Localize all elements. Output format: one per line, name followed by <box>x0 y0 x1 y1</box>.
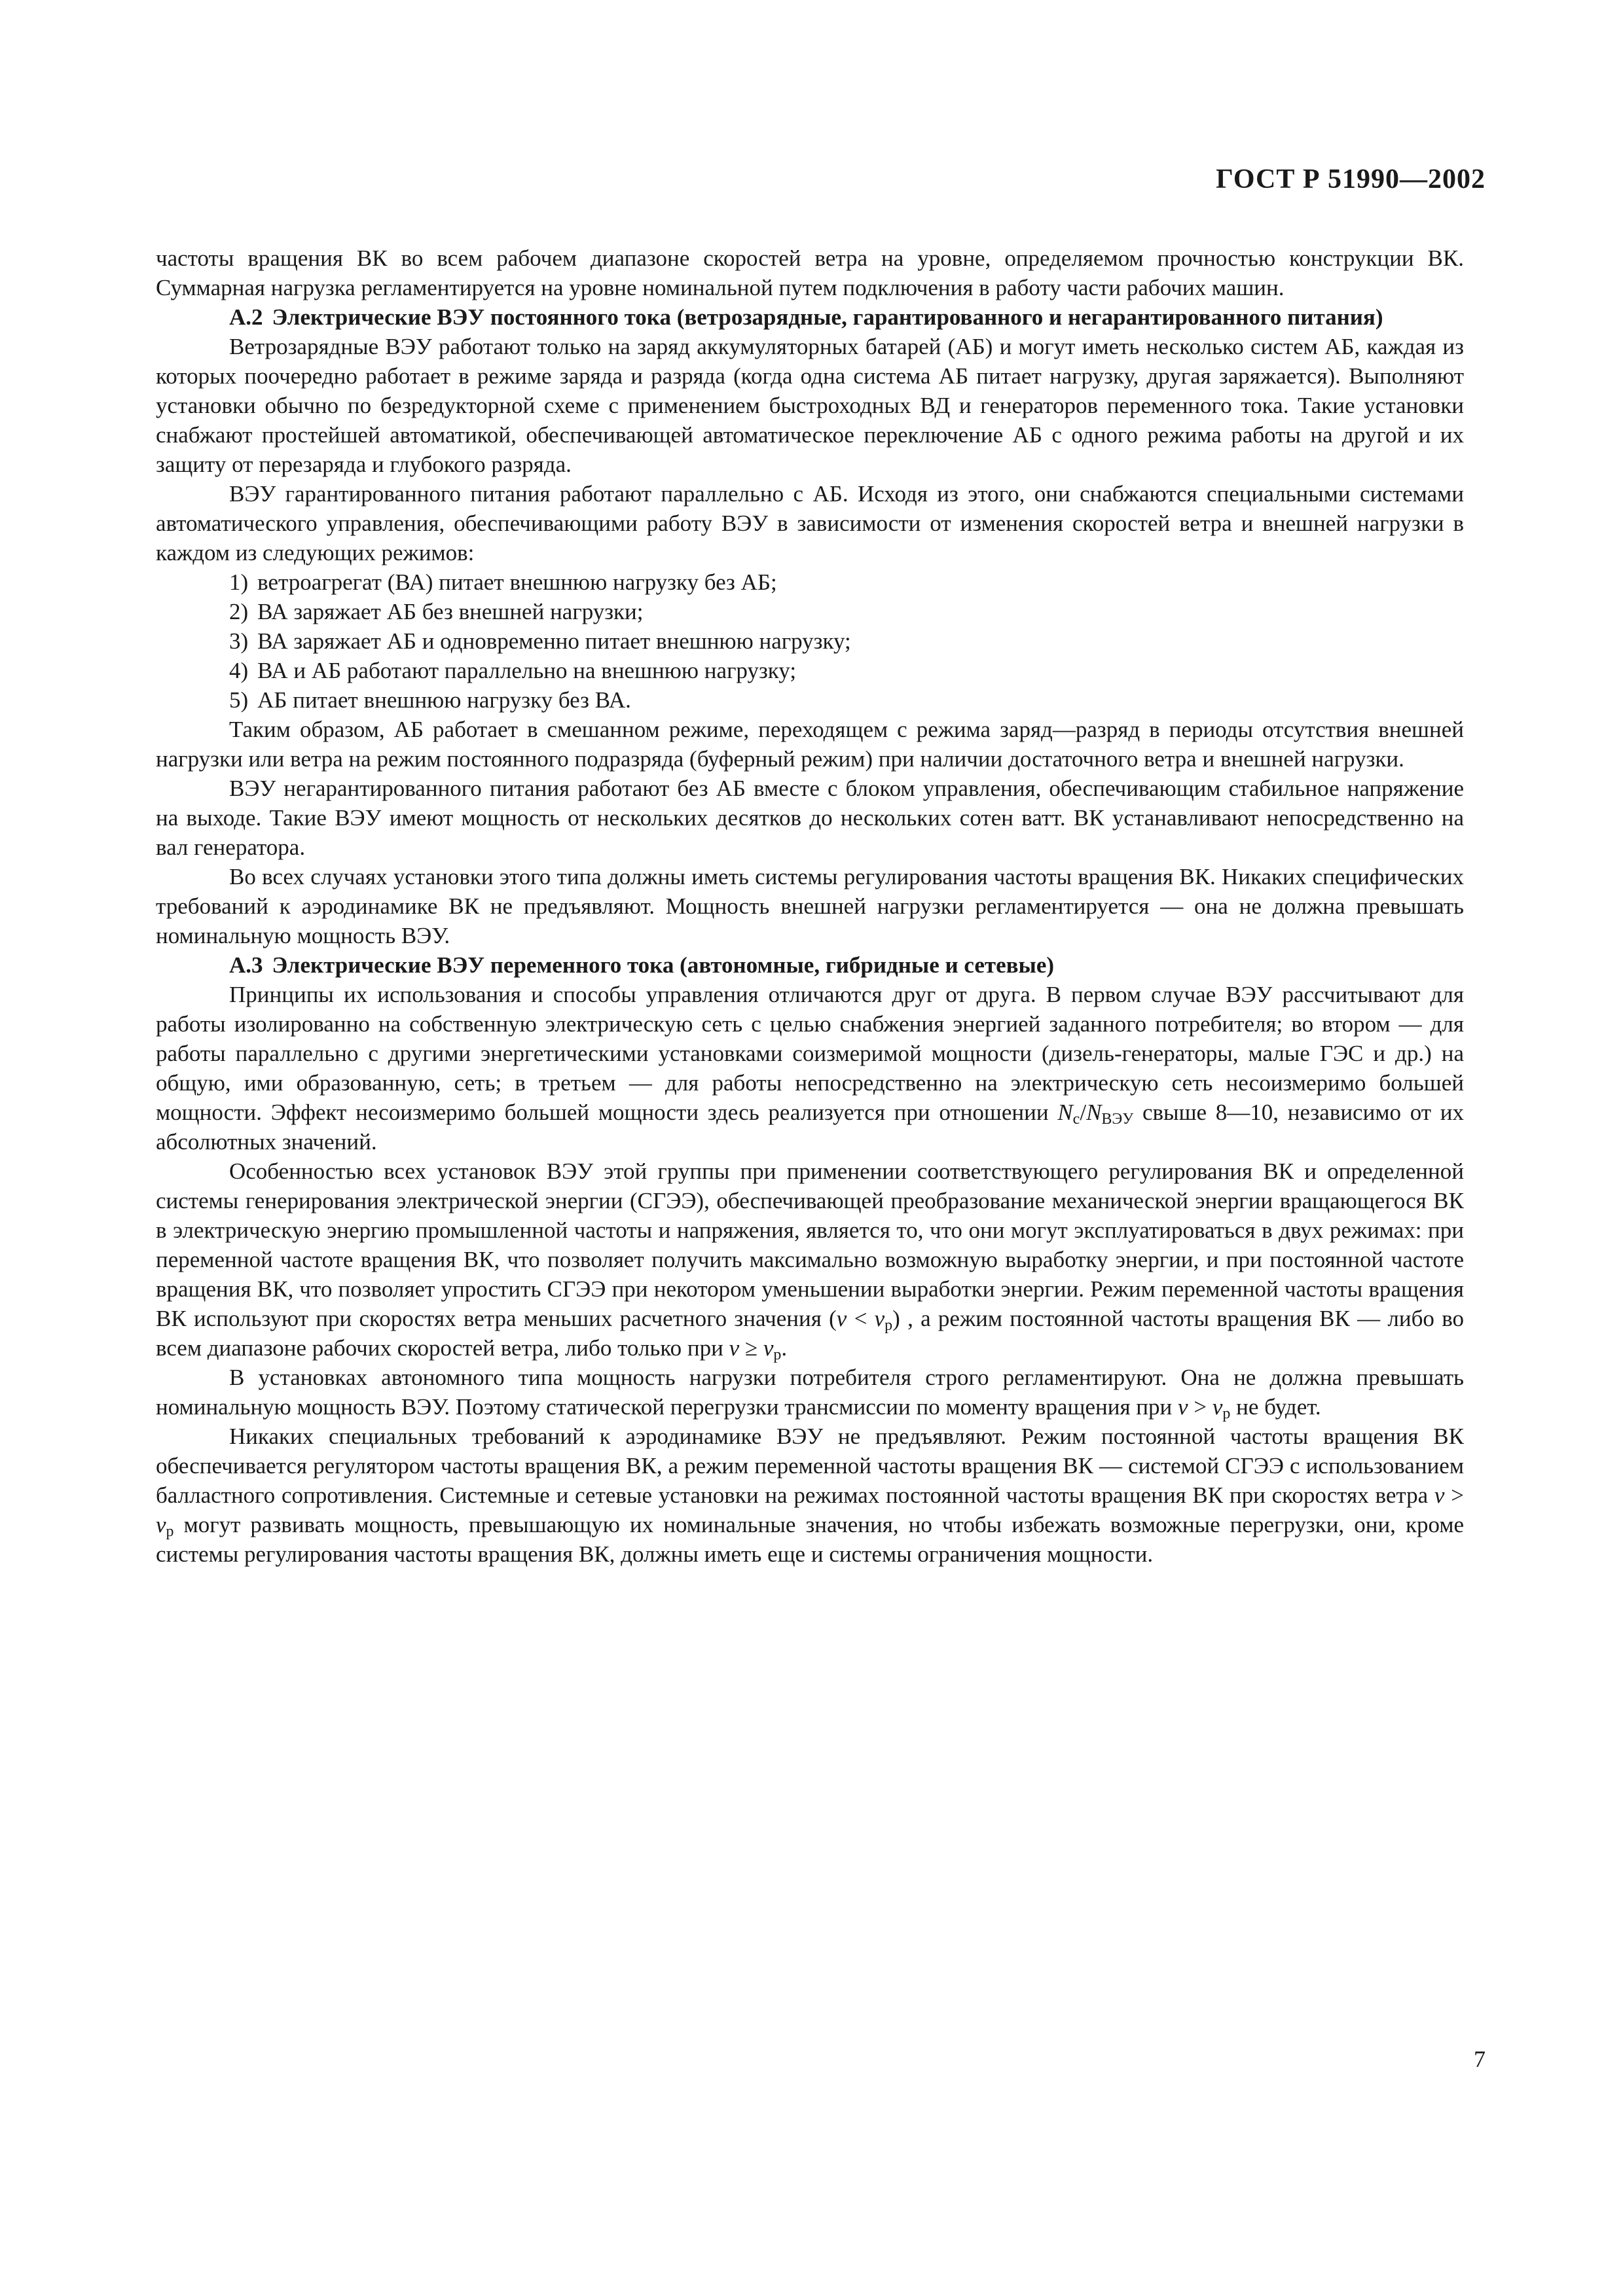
text-run: свыше 8—10, независимо от их абсолютных значений. <box>156 1100 1464 1155</box>
list-item <box>156 656 1464 685</box>
formula-var: v <box>1178 1394 1188 1420</box>
formula-var: N <box>1086 1100 1102 1125</box>
section-number: А.3 <box>229 952 263 978</box>
formula-subscript: р <box>773 1346 782 1363</box>
formula-var: v <box>1434 1482 1445 1508</box>
paragraph <box>156 1422 1464 1569</box>
formula-var: v <box>763 1335 774 1361</box>
text-run: могут развивать мощность, превышающую их номинальные значения, но чтобы избежать возможные перегрузки, они, кроме системы регулирования частоты вращения ВК, должны иметь еще и системы ограничения мощности. <box>156 1512 1464 1567</box>
text-run: ) , а режим постоянной частоты вращения ВК — либо во всем диапазоне рабочих скоростей ветра, либо только при <box>156 1306 1464 1361</box>
document-body <box>156 243 1464 1569</box>
list-text: ВА заряжает АБ и одновременно питает внешнюю нагрузку; <box>257 628 851 654</box>
list-text: ВА и АБ работают параллельно на внешнюю нагрузку; <box>257 658 797 683</box>
formula-subscript: c <box>1072 1111 1080 1128</box>
section-title: Электрические ВЭУ переменного тока (автономные, гибридные и сетевые) <box>272 952 1055 978</box>
formula-var: v <box>874 1306 885 1331</box>
formula-var: N <box>1057 1100 1073 1125</box>
section-number: А.2 <box>229 304 263 330</box>
formula-var: v <box>156 1512 166 1537</box>
list-number: 2) <box>229 599 249 624</box>
paragraph: Ветрозарядные ВЭУ работают только на заряд аккумуляторных батарей (АБ) и могут иметь несколько систем АБ, каждая из которых поочередно работает в режиме заряда и разряда (когда одна система АБ питает нагрузку, другая заряжается). Выполняют установки обычно по безредукторной схеме с применением быстроходных ВД и генераторов переменного тока. Такие установки снабжают простейшей автоматикой, обеспечивающей автоматическое переключение АБ с одного режима работы на другой и их защиту от перезаряда и глубокого разряда. <box>156 334 1464 477</box>
formula-subscript: р <box>1222 1405 1231 1422</box>
list-number: 5) <box>229 687 249 713</box>
text-run: . <box>781 1335 788 1361</box>
text-run: не будет. <box>1230 1394 1321 1420</box>
page-number: 7 <box>1474 2046 1486 2072</box>
document-id-header: ГОСТ Р 51990—2002 <box>1216 164 1486 194</box>
formula-subscript: р <box>884 1317 893 1334</box>
formula-subscript: ВЭУ <box>1101 1111 1134 1128</box>
formula-operator: / <box>1080 1100 1087 1125</box>
list-item <box>156 597 1464 626</box>
paragraph: частоты вращения ВК во всем рабочем диапазоне скоростей ветра на уровне, определяемом прочностью конструкции ВК. Суммарная нагрузка регламентируется на уровне номинальной путем подключения в работу части рабочих машин. <box>156 245 1464 300</box>
list-number: 1) <box>229 569 249 595</box>
formula-operator: > <box>1444 1482 1464 1508</box>
paragraph <box>156 1157 1464 1363</box>
paragraph: ВЭУ негарантированного питания работают без АБ вместе с блоком управления, обеспечивающим стабильное напряжение на выходе. Такие ВЭУ имеют мощность от нескольких десятков до нескольких сотен ватт. ВК устанавливают непосредственно на вал генератора. <box>156 776 1464 860</box>
text-run: Никаких специальных требований к аэродинамике ВЭУ не предъявляют. Режим постоянной частоты вращения ВК обеспечивается регулятором частоты вращения ВК, а режим переменной частоты вращения ВК — системой СГЭЭ с использованием балластного сопротивления. Системные и сетевые установки на режимах постоянной частоты вращения ВК при скоростях ветра <box>156 1424 1464 1508</box>
list-text: ВА заряжает АБ без внешней нагрузки; <box>257 599 644 624</box>
formula-operator: < <box>847 1306 875 1331</box>
list-item <box>156 626 1464 656</box>
paragraph <box>156 1363 1464 1422</box>
paragraph: Таким образом, АБ работает в смешанном режиме, переходящем с режима заряд—разряд в периоды отсутствия внешней нагрузки или ветра на режим постоянного подразряда (буферный режим) при наличии достаточного ветра и внешней нагрузки. <box>156 717 1464 772</box>
formula-var: v <box>836 1306 847 1331</box>
text-run: Особенностью всех установок ВЭУ этой группы при применении соответствующего регулирования ВК и определенной системы генерирования электрической энергии (СГЭЭ), обеспечивающей преобразование механической энергии вращающегося ВК в электрическую энергию промышленной частоты и напряжения, является то, что они могут эксплуатироваться в двух режимах: при переменной частоте вращения ВК, что позволяет получить максимально возможную выработку энергии, и при постоянной частоте вращения ВК, что позволяет упростить СГЭЭ при некотором уменьшении выработки энергии. Режим переменной частоты вращения ВК используют при скоростях ветра меньших расчетного значения ( <box>156 1158 1464 1331</box>
list-number: 4) <box>229 658 249 683</box>
formula-subscript: р <box>166 1523 174 1540</box>
list-number: 3) <box>229 628 249 654</box>
list-text: АБ питает внешнюю нагрузку без ВА. <box>257 687 631 713</box>
list-item <box>156 685 1464 715</box>
formula-operator: > <box>1188 1394 1213 1420</box>
paragraph: Во всех случаях установки этого типа должны иметь системы регулирования частоты вращения ВК. Никаких специфических требований к аэродинамике ВК не предъявляют. Мощность внешней нагрузки регламентируется — она не должна превышать номинальную мощность ВЭУ. <box>156 864 1464 948</box>
section-heading-a2 <box>156 302 1464 332</box>
list-item <box>156 567 1464 597</box>
section-title: Электрические ВЭУ постоянного тока (ветрозарядные, гарантированного и негарантированного питания) <box>272 304 1383 330</box>
text-run: Принципы их использования и способы управления отличаются друг от друга. В первом случае ВЭУ рассчитывают для работы изолированно на собственную электрическую сеть с целью снабжения энергией заданного потребителя; во втором — для работы параллельно с другими энергетическими установками соизмеримой мощности (дизель-генераторы, малые ГЭС и др.) на общую, ими образованную, сеть; в третьем — для работы непосредственно на электрическую сеть несоизмеримо большей мощности. Эффект несоизмеримо большей мощности здесь реализуется при отношении <box>156 982 1464 1125</box>
formula-operator: ≥ <box>739 1335 763 1361</box>
paragraph <box>156 980 1464 1157</box>
paragraph: ВЭУ гарантированного питания работают параллельно с АБ. Исходя из этого, они снабжаются специальными системами автоматического управления, обеспечивающими работу ВЭУ в зависимости от изменения скоростей ветра и внешней нагрузки в каждом из следующих режимов: <box>156 481 1464 565</box>
section-heading-a3 <box>156 950 1464 980</box>
formula-var: v <box>729 1335 740 1361</box>
list-text: ветроагрегат (ВА) питает внешнюю нагрузку без АБ; <box>257 569 777 595</box>
text-run: В установках автономного типа мощность нагрузки потребителя строго регламентируют. Она не должна превышать номинальную мощность ВЭУ. Поэтому статической перегрузки трансмиссии по моменту вращения при <box>156 1365 1464 1420</box>
formula-var: v <box>1212 1394 1223 1420</box>
